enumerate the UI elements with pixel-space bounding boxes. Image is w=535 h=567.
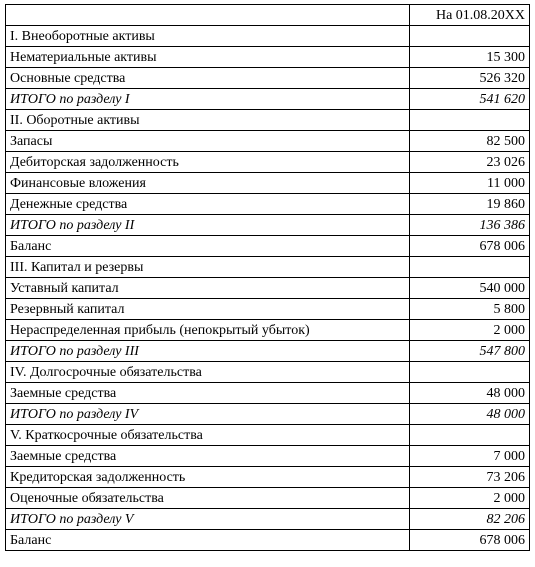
table-header-row (6, 5, 530, 26)
row-value (410, 110, 530, 131)
balance-sheet-table (5, 4, 530, 551)
row-value: 547 800 (410, 341, 530, 362)
table-row (6, 299, 530, 320)
row-value (410, 425, 530, 446)
table-row (6, 530, 530, 551)
row-value: 19 860 (410, 194, 530, 215)
row-value: 678 006 (410, 530, 530, 551)
row-value: 82 206 (410, 509, 530, 530)
row-label: Нераспределенная прибыль (непокрытый убыток) (6, 320, 410, 341)
row-value: 7 000 (410, 446, 530, 467)
table-row (6, 173, 530, 194)
table-row (6, 488, 530, 509)
table-row (6, 278, 530, 299)
row-value: 2 000 (410, 488, 530, 509)
section-heading: V. Краткосрочные обязательства (6, 425, 410, 446)
row-label: Дебиторская задолженность (6, 152, 410, 173)
table-row (6, 152, 530, 173)
row-value: 136 386 (410, 215, 530, 236)
row-label: Заемные средства (6, 446, 410, 467)
row-label: Кредиторская задолженность (6, 467, 410, 488)
row-label: Запасы (6, 131, 410, 152)
total-row (6, 89, 530, 110)
section-heading: IV. Долгосрочные обязательства (6, 362, 410, 383)
table-row (6, 194, 530, 215)
section-row (6, 110, 530, 131)
row-value: 48 000 (410, 404, 530, 425)
total-row (6, 404, 530, 425)
row-value: 526 320 (410, 68, 530, 89)
row-label: Оценочные обязательства (6, 488, 410, 509)
section-row (6, 425, 530, 446)
row-value: 2 000 (410, 320, 530, 341)
table-row (6, 68, 530, 89)
row-value: 82 500 (410, 131, 530, 152)
total-row (6, 341, 530, 362)
total-row (6, 215, 530, 236)
table-row (6, 47, 530, 68)
row-value: 15 300 (410, 47, 530, 68)
row-value: 73 206 (410, 467, 530, 488)
row-value (410, 26, 530, 47)
section-row (6, 362, 530, 383)
row-value: 541 620 (410, 89, 530, 110)
row-label: Нематериальные активы (6, 47, 410, 68)
row-label: Финансовые вложения (6, 173, 410, 194)
section-row (6, 26, 530, 47)
row-label: Уставный капитал (6, 278, 410, 299)
row-value: 678 006 (410, 236, 530, 257)
row-label: Резервный капитал (6, 299, 410, 320)
row-label: ИТОГО по разделу V (6, 509, 410, 530)
table-row (6, 236, 530, 257)
header-date-cell: На 01.08.20XX (410, 5, 530, 26)
section-heading: I. Внеоборотные активы (6, 26, 410, 47)
total-row (6, 509, 530, 530)
row-label: Баланс (6, 530, 410, 551)
row-label: Денежные средства (6, 194, 410, 215)
table-row (6, 383, 530, 404)
row-value: 48 000 (410, 383, 530, 404)
table-row (6, 446, 530, 467)
section-row (6, 257, 530, 278)
section-heading: II. Оборотные активы (6, 110, 410, 131)
row-value: 5 800 (410, 299, 530, 320)
row-value: 23 026 (410, 152, 530, 173)
table-row (6, 467, 530, 488)
row-value (410, 257, 530, 278)
balance-sheet-body (6, 5, 530, 551)
row-label: ИТОГО по разделу II (6, 215, 410, 236)
row-value (410, 362, 530, 383)
section-heading: III. Капитал и резервы (6, 257, 410, 278)
row-value: 540 000 (410, 278, 530, 299)
row-value: 11 000 (410, 173, 530, 194)
row-label: ИТОГО по разделу IV (6, 404, 410, 425)
table-row (6, 320, 530, 341)
table-row (6, 131, 530, 152)
row-label: Баланс (6, 236, 410, 257)
row-label: Заемные средства (6, 383, 410, 404)
row-label: ИТОГО по разделу III (6, 341, 410, 362)
row-label: ИТОГО по разделу I (6, 89, 410, 110)
header-label-cell (6, 5, 410, 26)
row-label: Основные средства (6, 68, 410, 89)
